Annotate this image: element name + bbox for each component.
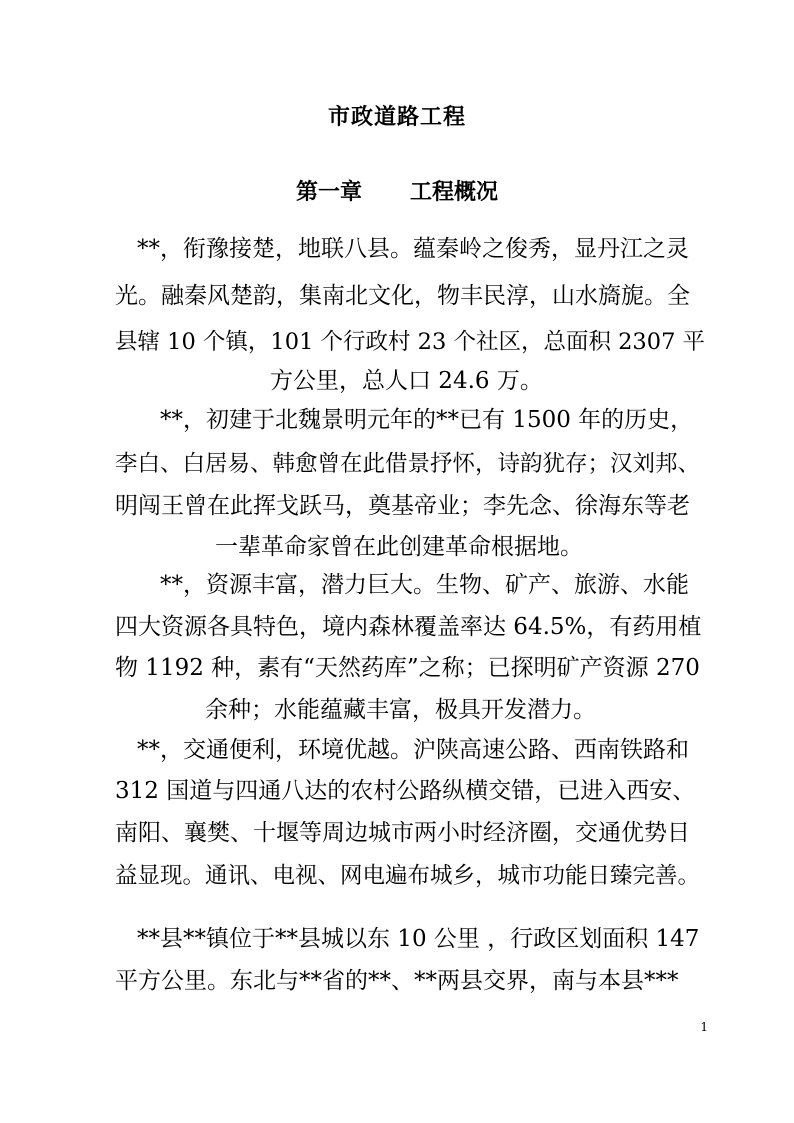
text-line: 明闯王曾在此挥戈跃马，奠基帝业；李先念、徐海东等老 xyxy=(115,493,690,519)
text-line: 四大资源各具特色，境内森林覆盖率达 64.5%，有药用植 xyxy=(115,614,702,640)
page-number: 1 xyxy=(700,1020,708,1034)
text-line: 312 国道与四通八达的农村公路纵横交错，已进入西安、 xyxy=(115,778,696,804)
text-line: **，资源丰富，潜力巨大。生物、矿产、旅游、水能 xyxy=(160,572,689,598)
text-line: **，交通便利，环境优越。沪陕高速公路、西南铁路和 xyxy=(137,737,689,763)
chapter-number: 第一章 xyxy=(295,179,362,205)
text-line: **，衔豫接楚，地联八县。蕴秦岭之俊秀，显丹江之灵 xyxy=(137,236,689,262)
text-line: 方公里，总人口 24.6 万。 xyxy=(270,368,543,394)
text-line: 一辈革命家曾在此创建革命根据地。 xyxy=(215,534,583,560)
text-line: 李白、白居易、韩愈曾在此借景抒怀，诗韵犹存；汉刘邦、 xyxy=(115,451,701,477)
text-line: 平方公里。东北与**省的**、**两县交界，南与本县*** xyxy=(115,968,679,994)
text-line: 县辖 10 个镇，101 个行政村 23 个社区，总面积 2307 平 xyxy=(115,329,706,355)
document-title: 市政道路工程 xyxy=(327,104,466,130)
chapter-heading xyxy=(0,175,794,206)
text-line: 余种；水能蕴藏丰富，极具开发潜力。 xyxy=(205,697,596,723)
text-line: **县**镇位于**县城以东 10 公里 ，行政区划面积 147 xyxy=(137,926,700,952)
text-line: 益显现。通讯、电视、网电遍布城乡，城市功能日臻完善。 xyxy=(115,863,701,889)
chapter-name: 工程概况 xyxy=(410,179,499,205)
text-line: 物 1192 种，素有“天然药库”之称；已探明矿产资源 270 xyxy=(115,655,700,681)
text-line: 南阳、襄樊、十堰等周边城市两小时经济圈，交通优势日 xyxy=(115,820,690,846)
text-line: **，初建于北魏景明元年的**已有 1500 年的历史， xyxy=(160,407,694,433)
text-line: 光。融秦风楚韵，集南北文化，物丰民淳，山水旖旎。全 xyxy=(115,283,690,309)
